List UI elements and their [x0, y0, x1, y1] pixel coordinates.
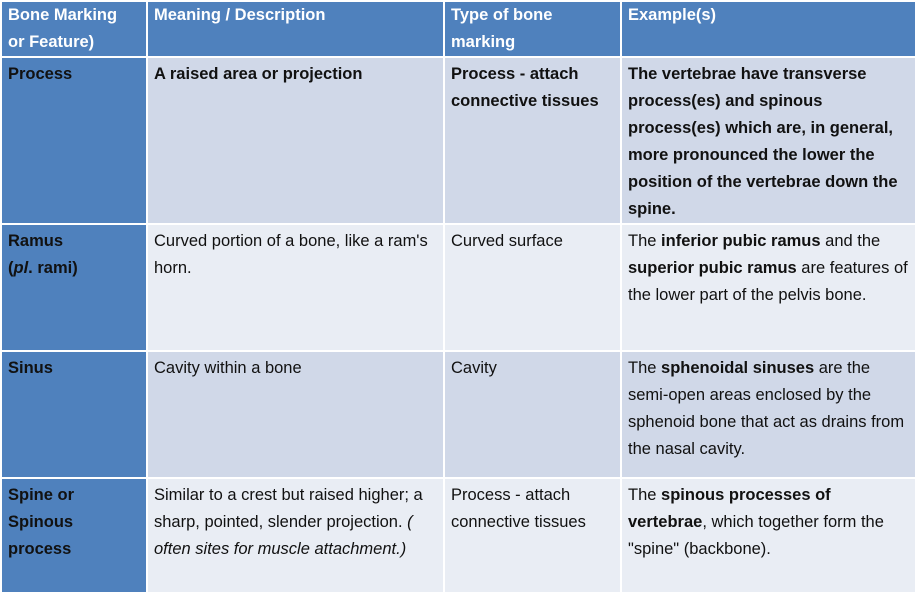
marking-text-line1: Spine or	[8, 486, 75, 504]
marking-plural-suffix: . rami)	[28, 259, 78, 277]
header-bone-marking-line1: Bone Marking	[8, 6, 118, 24]
header-meaning	[147, 1, 444, 57]
table-row	[1, 478, 915, 593]
example-cell	[621, 351, 915, 478]
example-term-spinous: spinous processes of vertebrae	[628, 486, 831, 531]
marking-text-line3: process	[8, 540, 72, 558]
header-type-line2: marking	[451, 33, 516, 51]
marking-cell	[1, 478, 147, 593]
meaning-note: ( often sites for muscle attachment.)	[154, 513, 413, 558]
example-text-pre: The	[628, 232, 662, 250]
meaning-cell	[147, 57, 444, 224]
marking-cell	[1, 57, 147, 224]
header-bone-marking	[1, 1, 147, 57]
example-text: The vertebrae have transverse process(es) and spinous process(es) which are, in general, more pronounced the lower the position of the vertebrae down the spine.	[628, 65, 898, 218]
example-cell	[621, 224, 915, 351]
type-cell	[444, 57, 621, 224]
type-text: Curved surface	[451, 232, 563, 250]
marking-cell	[1, 351, 147, 478]
header-bone-marking-line2: or Feature)	[8, 33, 95, 51]
meaning-cell	[147, 478, 444, 593]
marking-text: Sinus	[8, 359, 53, 377]
example-term-superior: superior pubic ramus	[628, 259, 797, 277]
type-cell	[444, 224, 621, 351]
marking-cell: Ramus (pl. rami)	[1, 224, 147, 351]
example-text-post: are the semi-open areas enclosed by the sphenoid bone that act as drains from the nasal cavity.	[628, 359, 905, 458]
table-row	[1, 224, 915, 351]
example-term-inferior: inferior pubic ramus	[661, 232, 821, 250]
marking-plural-prefix: pl	[13, 259, 29, 277]
type-text: Cavity	[451, 359, 497, 377]
example-text-mid: and the	[820, 232, 881, 250]
header-row	[1, 1, 915, 57]
meaning-text: Similar to a crest but raised higher; a sharp, pointed, slender projection.	[154, 486, 423, 531]
table-row	[1, 351, 915, 478]
example-text-post: are features of the lower part of the pelvis bone.	[628, 259, 908, 304]
type-text: Process - attach connective tissues	[451, 486, 586, 531]
example-text-post: , which together form the "spine" (backbone).	[628, 513, 884, 558]
meaning-text: A raised area or projection	[154, 65, 363, 83]
header-examples	[621, 1, 915, 57]
meaning-cell	[147, 224, 444, 351]
example-cell	[621, 57, 915, 224]
meaning-text: Curved portion of a bone, like a ram's horn.	[154, 232, 428, 277]
header-type-line1: Type of bone	[451, 6, 553, 24]
example-text-pre: The	[628, 486, 662, 504]
header-type	[444, 1, 621, 57]
example-cell	[621, 478, 915, 593]
marking-text: Ramus	[8, 232, 64, 250]
example-text-pre: The	[628, 359, 662, 377]
type-cell	[444, 478, 621, 593]
marking-text-line2: Spinous	[8, 513, 74, 531]
type-text: Process - attach connective tissues	[451, 65, 599, 110]
header-meaning-label: Meaning / Description	[154, 6, 326, 24]
example-term-sphenoidal: sphenoidal sinuses	[661, 359, 815, 377]
table-row	[1, 57, 915, 224]
header-examples-label: Example(s)	[628, 6, 717, 24]
type-cell	[444, 351, 621, 478]
meaning-cell	[147, 351, 444, 478]
meaning-text: Cavity within a bone	[154, 359, 302, 377]
marking-text: Process	[8, 65, 73, 83]
